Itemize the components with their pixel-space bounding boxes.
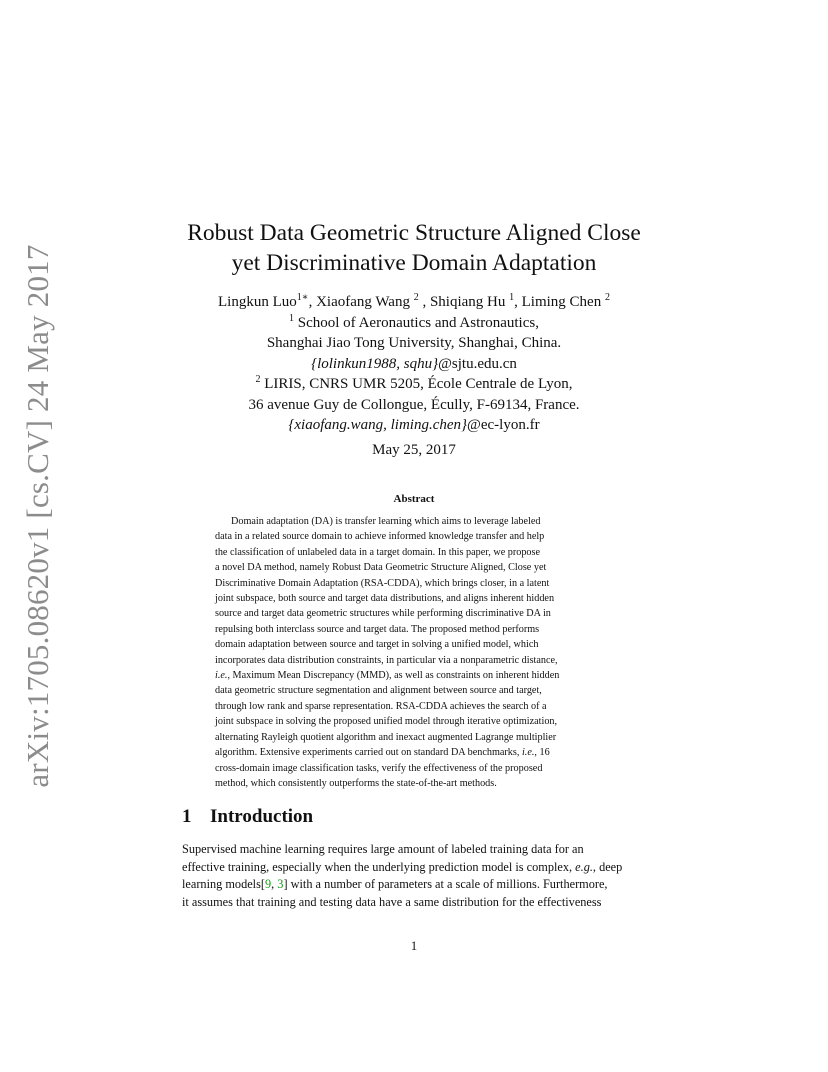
arxiv-stamp: arXiv:1705.08620v1 [cs.CV] 24 May 2017 (20, 244, 55, 788)
abstract-line: the classification of unlabeled data in a target domain. In this paper, we propose (215, 546, 541, 558)
section-heading (182, 806, 313, 828)
abstract-line: method, which consistently outperforms the state-of-the-art methods. (215, 777, 497, 789)
affiliation-1-line1 (0, 313, 828, 334)
intro-text: ] with a number of parameters at a scale of millions. Furthermore, (283, 877, 608, 892)
author-superscript: 2 (413, 292, 419, 303)
intro-line (182, 859, 647, 877)
abstract-line: repulsing both interclass source and target data. The proposed method performs (215, 623, 540, 635)
email-ids: {xiaofang.wang, liming.chen} (288, 417, 468, 433)
affiliation-2-line1 (0, 374, 828, 395)
abstract-line: joint subspace, both source and target data distributions, and aligns inherent hidden (215, 593, 555, 605)
abstract-line: domain adaptation between source and target in solving a unified model, which (215, 639, 539, 651)
affiliation-text: School of Aeronautics and Astronautics, (294, 314, 539, 331)
abstract-line: source and target data geometric structures while performing discriminative DA in (215, 608, 551, 620)
author-name: Lingkun Luo (218, 294, 297, 310)
title-line: Robust Data Geometric Structure Aligned Close (187, 220, 641, 246)
email-ids: {lolinkun1988, sqhu} (311, 355, 439, 372)
intro-line: Supervised machine learning requires large amount of labeled training data for an (182, 842, 584, 856)
author-superscript: 2 (604, 292, 610, 303)
affiliation-2-email (0, 415, 828, 436)
intro-line: it assumes that training and testing data have a same distribution for the effectiveness (182, 894, 602, 909)
title-line: yet Discriminative Domain Adaptation (231, 250, 597, 276)
abstract-line: data in a related source domain to achieve informed knowledge transfer and help (215, 531, 545, 543)
abstract-heading: Abstract (393, 493, 435, 505)
intro-paragraph (182, 841, 647, 911)
abstract-line: Discriminative Domain Adaptation (RSA-CDDA), which brings closer, in a latent (215, 577, 550, 589)
abbrev-ie: i.e. (215, 670, 228, 682)
abstract-line (215, 668, 613, 683)
abstract-line: through low rank and sparse representation. RSA-CDDA achieves the search of a (215, 700, 547, 712)
paper-title (0, 218, 828, 278)
citation-link[interactable]: 3 (277, 877, 284, 892)
intro-text: , (271, 877, 278, 892)
author-block (0, 292, 828, 436)
abstract-body (215, 514, 613, 791)
abbrev-ie: i.e. (521, 747, 535, 759)
abstract-line: a novel DA method, namely Robust Data Geometric Structure Aligned, Close yet (215, 562, 547, 574)
section-title: Introduction (210, 806, 314, 827)
author-names (0, 292, 828, 313)
abstract-line: data geometric structure segmentation and alignment between source and target, (215, 685, 542, 697)
page-number: 1 (410, 939, 418, 953)
abstract-text: , Maximum Mean Discrepancy (MMD), as well as constraints on inherent hidden (227, 670, 560, 682)
affiliation-1-email (0, 354, 828, 375)
author-superscript: 1 (509, 292, 515, 303)
abstract-line: cross-domain image classification tasks, verify the effectiveness of the proposed (215, 762, 543, 774)
abstract-text: , 16 (534, 747, 550, 759)
abstract-line: joint subspace in solving the proposed unified model through iterative optimization, (215, 716, 558, 728)
intro-text: learning models[ (182, 877, 265, 892)
affiliation-text: LIRIS, CNRS UMR 5205, École Centrale de Lyon, (260, 376, 573, 392)
abstract-line: Domain adaptation (DA) is transfer learning which aims to leverage labeled (231, 516, 541, 527)
author-name: , Liming Chen (514, 294, 605, 310)
email-domain: @sjtu.edu.cn (438, 355, 517, 372)
citation-link[interactable]: 9 (264, 877, 272, 892)
affiliation-superscript: 1 (289, 312, 295, 324)
abstract-text: algorithm. Extensive experiments carried out on standard DA benchmarks, (215, 747, 522, 759)
intro-text: effective training, especially when the underlying prediction model is complex, (182, 859, 576, 874)
abstract-line (215, 745, 613, 760)
abstract-line: alternating Rayleigh quotient algorithm and inexact augmented Lagrange multiplier (215, 731, 557, 743)
affiliation-1-line2: Shanghai Jiao Tong University, Shanghai, China. (266, 335, 562, 351)
author-superscript: 1∗ (296, 292, 309, 303)
intro-text: , deep (592, 859, 623, 874)
affiliation-2-line2: 36 avenue Guy de Collongue, Écully, F-69134, France. (248, 396, 580, 413)
intro-line (182, 876, 647, 894)
author-name: , Shiqiang Hu (418, 294, 510, 310)
author-name: , Xiaofang Wang (308, 294, 414, 310)
email-domain: @ec-lyon.fr (467, 417, 540, 433)
affiliation-superscript: 2 (255, 374, 261, 385)
paper-date: May 25, 2017 (372, 442, 456, 458)
abbrev-eg: e.g. (575, 859, 593, 874)
section-number: 1 (182, 806, 192, 827)
abstract-line: incorporates data distribution constraints, in particular via a nonparametric distance, (215, 654, 558, 666)
